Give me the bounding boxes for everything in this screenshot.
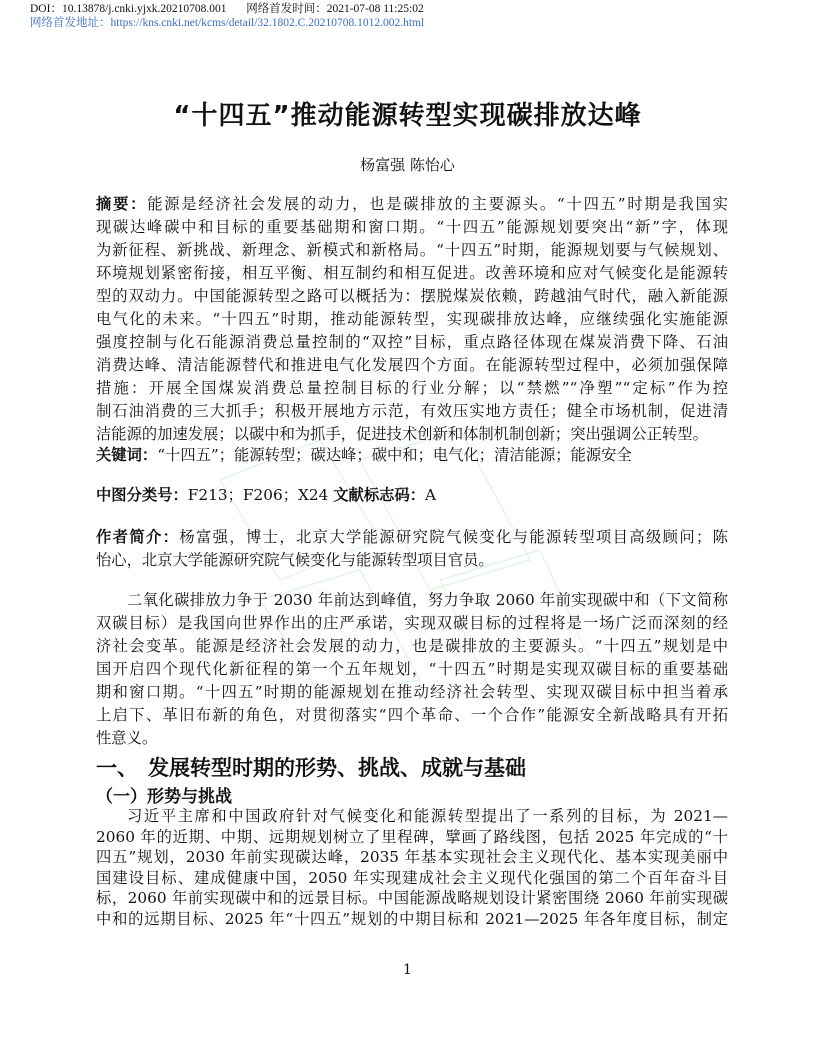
text-line bbox=[96, 377, 728, 400]
doi: DOI：10.13878/j.cnki.yjxk.20210708.001 bbox=[30, 3, 227, 15]
line-text: 二氧化碳排放力争于 2030 年前达到峰值，努力争取 2060 年前实现碳中和（下文简称 bbox=[127, 591, 728, 609]
line-text: 四五”规划，2030 年前实现碳达峰，2035 年基本实现社会主义现代化、基本实现美丽中 bbox=[96, 848, 728, 867]
text-line bbox=[96, 354, 728, 377]
text-line bbox=[96, 308, 728, 331]
text-line bbox=[96, 681, 728, 704]
line-text: 济社会变革。能源是经济社会发展的动力，也是碳排放的主要源头。“十四五”规划是中 bbox=[96, 637, 728, 655]
line-text: 标，2060 年前实现碳中和的远景目标。中国能源战略规划设计紧密围绕 2060 年前实现碳 bbox=[96, 889, 728, 908]
text-line bbox=[96, 612, 728, 635]
section-number: 一、 bbox=[96, 756, 138, 780]
publish-url[interactable]: 网络首发地址：https://kns.cnki.net/kcms/detail/32.1802.C.20210708.1012.002.html bbox=[30, 17, 425, 29]
keywords bbox=[96, 444, 728, 467]
line-text: 国建设目标、建成健康中国，2050 年实现建成社会主义现代化强国的第二个百年奋斗目 bbox=[96, 868, 728, 887]
text-line bbox=[96, 216, 728, 239]
keywords-label: 关键词： bbox=[96, 446, 158, 464]
text-line bbox=[96, 847, 728, 868]
paper-title: “十四五”推动能源转型实现碳排放达峰 bbox=[173, 101, 642, 131]
text-line bbox=[96, 658, 728, 681]
line-text: 2060 年的近期、中期、远期规划树立了里程碑，擘画了路线图，包括 2025 年完成的“十 bbox=[96, 827, 728, 846]
line-text: 国开启四个现代化新征程的第一个五年规划，“十四五”时期是实现双碳目标的重要基础 bbox=[96, 660, 728, 678]
authors: 杨富强 陈怡心 bbox=[360, 156, 455, 174]
line-text: 环境规划紧密衔接，相互平衡、相互制约和相互促进。改善环境和应对气候变化是能源转 bbox=[96, 264, 728, 282]
section-title: 发展转型时期的形势、挑战、成就与基础 bbox=[148, 756, 526, 780]
line-text: 现碳达峰碳中和目标的重要基础期和窗口期。“十四五”能源规划要突出“新”字，体现 bbox=[96, 218, 728, 236]
line-text: 制石油消费的三大抓手；积极开展地方示范，有效压实地方责任；健全市场机制，促进清 bbox=[96, 402, 728, 420]
line-text: 型的双动力。中国能源转型之路可以概括为：摆脱煤炭依赖，跨越油气时代，融入新能源 bbox=[96, 287, 728, 305]
section-heading bbox=[96, 752, 526, 782]
line-text: 期和窗口期。“十四五”时期的能源规划在推动经济社会转型、实现双碳目标中担当着承 bbox=[96, 683, 728, 701]
abstract-label: 摘要： bbox=[96, 195, 148, 213]
classification-label: 中图分类号： bbox=[96, 486, 188, 504]
text-line bbox=[96, 285, 728, 308]
text-line bbox=[96, 193, 728, 216]
author-intro bbox=[96, 526, 728, 572]
doc-code-label: 文献标志码： bbox=[333, 486, 426, 504]
text-line bbox=[96, 704, 728, 727]
text-line bbox=[96, 423, 728, 446]
text-line bbox=[96, 400, 728, 423]
abstract bbox=[96, 193, 728, 446]
line-text: 洁能源的加速发展；以碳中和为抓手，促进技术创新和体制机制创新；突出强调公正转型。 bbox=[96, 425, 708, 443]
text-line bbox=[96, 727, 728, 750]
line-text: 为新征程、新挑战、新理念、新模式和新格局。“十四五”时期，能源规划要与气候规划、 bbox=[96, 241, 728, 259]
line-text: 性意义。 bbox=[96, 729, 158, 747]
text-line bbox=[96, 262, 728, 285]
line-text: 措施：开展全国煤炭消费总量控制目标的行业分解；以“禁燃”“净塑”“定标”作为控 bbox=[96, 379, 728, 397]
text-line bbox=[96, 827, 728, 848]
line-text: 中和的远期目标、2025 年“十四五”规划的中期目标和 2021—2025 年各年度目标，制定 bbox=[96, 909, 728, 928]
line-text: 双碳目标）是我国向世界作出的庄严承诺，实现双碳目标的过程将是一场广泛而深刻的经 bbox=[96, 614, 728, 632]
line-text: 能源是经济社会发展的动力，也是碳排放的主要源头。“十四五”时期是我国实 bbox=[147, 195, 728, 213]
line-text: 强度控制与化石能源消费总量控制的“双控”目标，重点路径体现在煤炭消费下降、石油 bbox=[96, 333, 728, 351]
line-text: 消费达峰、清洁能源替代和推进电气化发展四个方面。在能源转型过程中，必须加强保障 bbox=[96, 356, 728, 374]
doi-line bbox=[30, 2, 424, 16]
classification bbox=[96, 484, 728, 507]
text-line bbox=[96, 239, 728, 262]
line-text: 上启下、革旧布新的角色，对贯彻落实“四个革命、一个合作”能源安全新战略具有开拓 bbox=[96, 706, 728, 724]
line-text: 杨富强，博士，北京大学能源研究院气候变化与能源转型项目高级顾问；陈 bbox=[179, 528, 728, 546]
text-line bbox=[96, 806, 728, 827]
intro-paragraph bbox=[96, 589, 728, 750]
line-text: 怡心，北京大学能源研究院气候变化与能源转型项目官员。 bbox=[96, 551, 494, 569]
text-line bbox=[96, 589, 728, 612]
section-paragraph bbox=[96, 806, 728, 930]
text-line bbox=[96, 526, 728, 549]
publish-time: 网络首发时间：2021-07-08 11:25:02 bbox=[246, 3, 424, 15]
classification-value: F213；F206；X24 bbox=[187, 486, 329, 504]
text-line bbox=[96, 331, 728, 354]
doc-code-value: A bbox=[425, 486, 437, 504]
text-line bbox=[96, 868, 728, 889]
text-line bbox=[96, 549, 728, 572]
subsection-heading: （一）形势与挑战 bbox=[96, 787, 232, 807]
line-text: 习近平主席和中国政府针对气候变化和能源转型提出了一系列的目标，为 2021— bbox=[127, 807, 728, 825]
text-line bbox=[96, 888, 728, 909]
text-line bbox=[96, 635, 728, 658]
page-number: 1 bbox=[403, 962, 412, 978]
author-intro-label: 作者简介： bbox=[96, 528, 180, 546]
keywords-value: “十四五”；能源转型；碳达峰；碳中和；电气化；清洁能源；能源安全 bbox=[157, 446, 632, 464]
text-line bbox=[96, 909, 728, 930]
line-text: 电气化的未来。“十四五”时期，推动能源转型，实现碳排放达峰，应继续强化实施能源 bbox=[96, 310, 728, 328]
